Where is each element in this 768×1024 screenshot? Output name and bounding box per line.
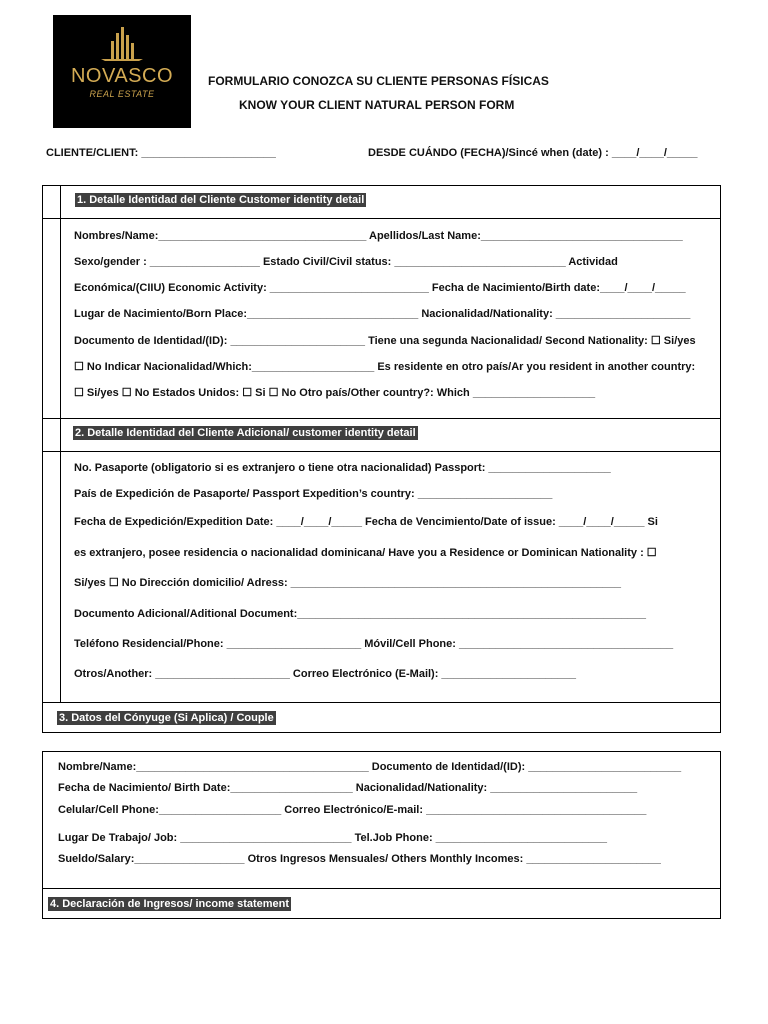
form-title-es: FORMULARIO CONOZCA SU CLIENTE PERSONAS FÍSICAS xyxy=(208,74,549,88)
s2-passport-line[interactable]: No. Pasaporte (obligatorio si es extranjero o tiene otra nacionalidad) Passport: ____________________ xyxy=(74,462,611,474)
s2-address-line[interactable]: Si/yes ☐ No Dirección domicilio/ Adress: ______________________________________________________ xyxy=(74,577,622,589)
divider xyxy=(42,451,721,452)
s1-nationality-line[interactable]: ☐ No Indicar Nacionalidad/Which:____________________ Es residente en otro país/Ar you resident in another country: xyxy=(74,361,696,373)
s1-birthplace-line[interactable]: Lugar de Nacimiento/Born Place:____________________________ Nacionalidad/Nationality: ______________________ xyxy=(74,308,691,320)
logo-name: NOVASCO xyxy=(70,65,174,87)
s1-gender-line[interactable]: Sexo/gender : __________________ Estado Civil/Civil status: ____________________________ Actividad xyxy=(74,256,618,268)
s3-birth-line[interactable]: Fecha de Nacimiento/ Birth Date:____________________ Nacionalidad/Nationality: ________________________ xyxy=(58,782,638,794)
divider xyxy=(42,418,721,419)
logo-subtitle: REAL ESTATE xyxy=(89,89,155,99)
s3-phone-line[interactable]: Celular/Cell Phone:____________________ Correo Electrónico/E-mail: ____________________________________ xyxy=(58,804,647,816)
s2-passport-country-line[interactable]: País de Expedición de Pasaporte/ Passport Expedition’s country: ______________________ xyxy=(74,488,553,500)
s3-job-line[interactable]: Lugar De Trabajo/ Job: ____________________________ Tel.Job Phone: ____________________________ xyxy=(58,832,607,844)
section4-heading: 4. Declaración de Ingresos/ income statement xyxy=(50,898,290,910)
s1-id-line[interactable]: Documento de Identidad/(ID): ______________________ Tiene una segunda Nacionalidad/ Second Nationality: ☐ Si/yes xyxy=(74,335,696,347)
client-field[interactable]: CLIENTE/CLIENT: ______________________ xyxy=(46,147,276,159)
section1-heading: 1. Detalle Identidad del Cliente Customer identity detail xyxy=(77,194,365,206)
since-date-field[interactable]: DESDE CUÁNDO (FECHA)/Sincé when (date) : ____/____/_____ xyxy=(368,147,698,159)
form-title-en: KNOW YOUR CLIENT NATURAL PERSON FORM xyxy=(239,98,515,112)
divider xyxy=(42,888,721,889)
s2-dates-line[interactable]: Fecha de Expedición/Expedition Date: ____/____/_____ Fecha de Vencimiento/Date of issue: ____/____/_____ Si xyxy=(74,516,658,528)
s2-document-line[interactable]: Documento Adicional/Aditional Document:_________________________________________________________ xyxy=(74,608,646,620)
s3-name-line[interactable]: Nombre/Name:______________________________________ Documento de Identidad/(ID): _________________________ xyxy=(58,761,682,773)
section2-heading: 2. Detalle Identidad del Cliente Adicional/ customer identity detail xyxy=(75,427,416,439)
s1-name-line[interactable]: Nombres/Name:__________________________________ Apellidos/Last Name:_________________________________ xyxy=(74,230,683,242)
divider xyxy=(42,702,721,703)
s2-phone-line[interactable]: Teléfono Residencial/Phone: ______________________ Móvil/Cell Phone: ___________________________________ xyxy=(74,638,674,650)
section3-heading: 3. Datos del Cónyuge (Si Aplica) / Couple xyxy=(59,712,274,724)
s3-salary-line[interactable]: Sueldo/Salary:__________________ Otros Ingresos Mensuales/ Others Monthly Incomes: ______________________ xyxy=(58,853,661,865)
s1-activity-line[interactable]: Económica/(CIIU) Economic Activity: __________________________ Fecha de Nacimiento/Birth date:____/____/_____ xyxy=(74,282,686,294)
company-logo xyxy=(53,15,191,128)
divider xyxy=(42,218,721,219)
left-margin-rule xyxy=(60,185,61,702)
s2-email-line[interactable]: Otros/Another: ______________________ Correo Electrónico (E-Mail): ______________________ xyxy=(74,668,577,680)
s2-residence-line[interactable]: es extranjero, posee residencia o nacionalidad dominicana/ Have you a Residence or Dominican Nationality : ☐ xyxy=(74,547,657,559)
s1-country-line[interactable]: ☐ Si/yes ☐ No Estados Unidos: ☐ Si ☐ No Otro país/Other country?: Which ____________________ xyxy=(74,387,596,399)
